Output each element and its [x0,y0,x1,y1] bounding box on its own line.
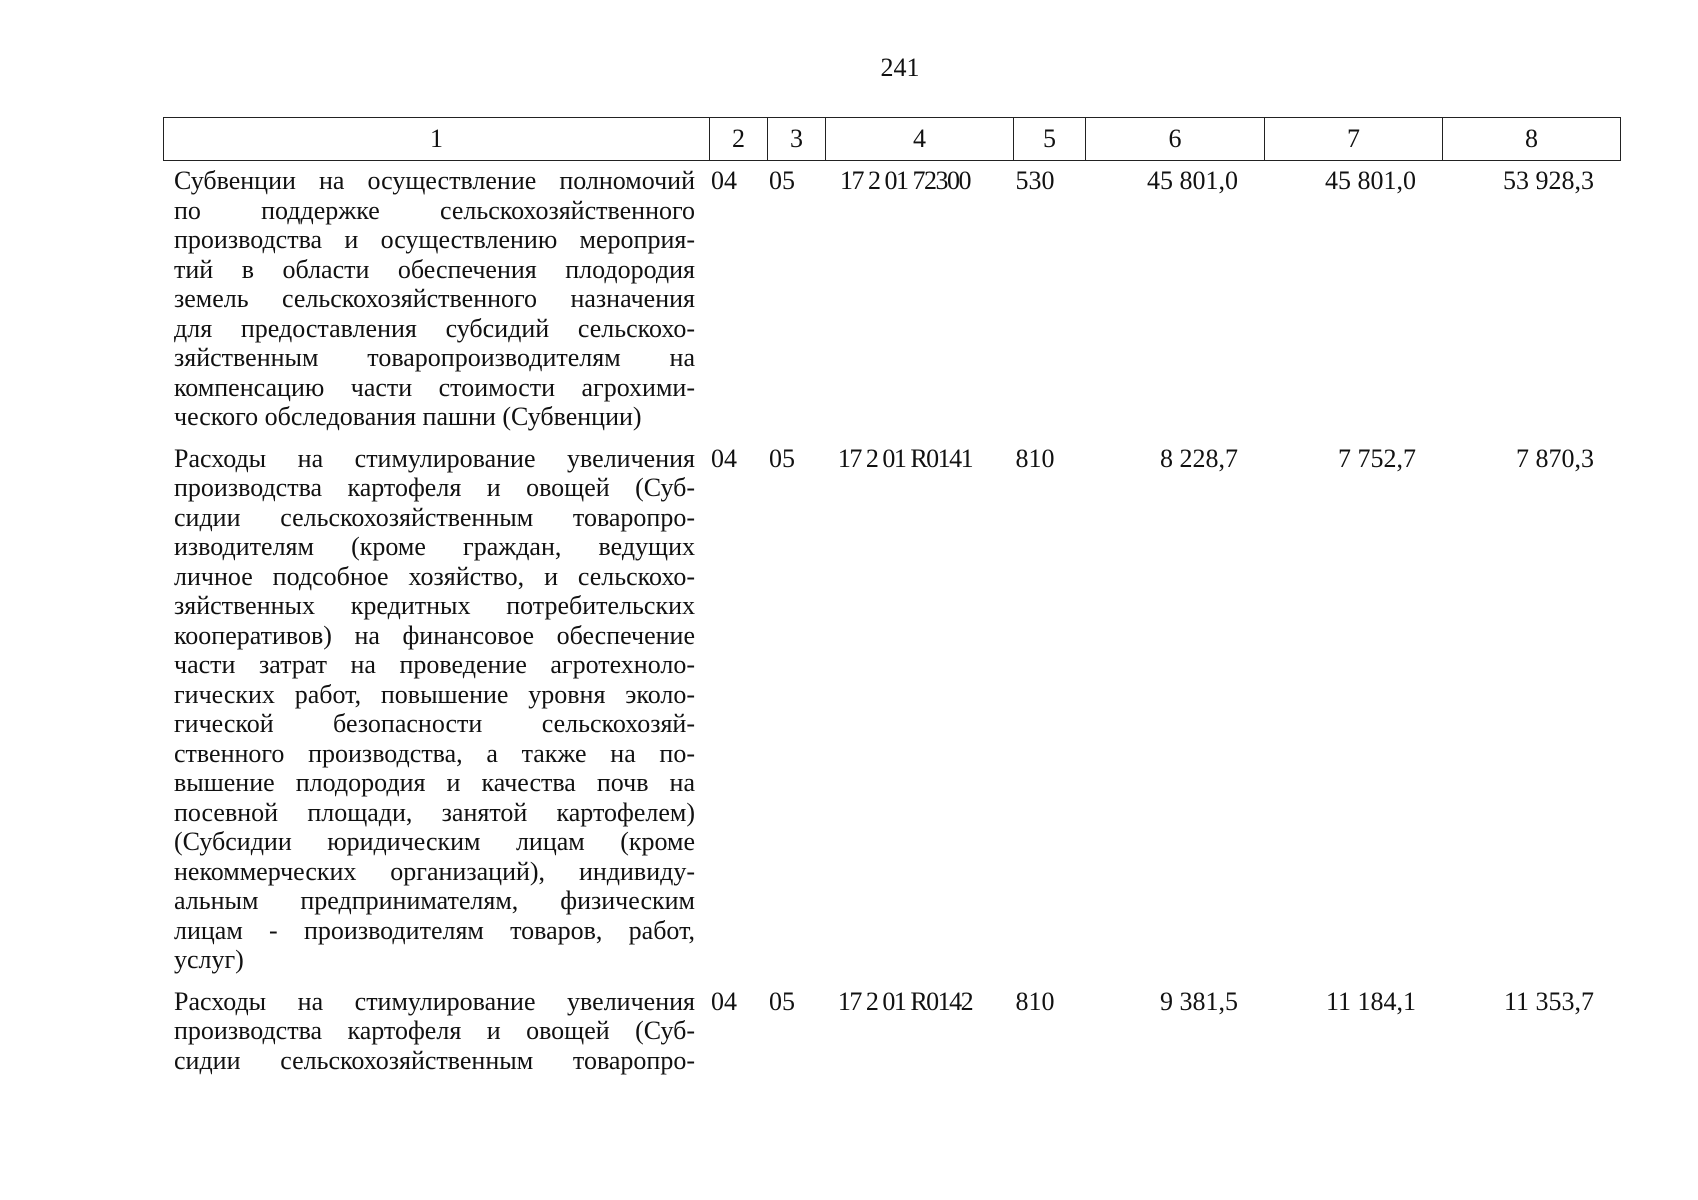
description-line: сидии сельскохозяйственным товаропро- [174,502,695,532]
column-header-table [163,117,1621,161]
section-code: 04 [711,986,737,1016]
column-header-6: 6 [1086,118,1265,161]
description-line: сидии сельскохозяйственным товаропро- [174,1045,695,1075]
expense-type-code: 810 [1015,443,1055,473]
expense-type-code: 530 [1015,166,1055,195]
description-line: (Субсидии юридическим лицам (кроме [174,827,695,856]
description-line: по поддержке сельскохозяйственного [174,195,695,225]
target-article-code: 17 2 01 72300 [840,166,970,195]
expense-type-code: 810 [1015,986,1055,1016]
description-line: Субвенции на осуществление полномочий [174,166,695,195]
column-header-4: 4 [826,118,1014,161]
description-line: тий в области обеспечения плодородия [174,254,695,284]
description-line: гических работ, повышение уровня эколо- [174,679,695,709]
amount-col-6: 9 381,5 [1160,986,1238,1016]
page-number: 241 [880,53,920,82]
description-line: услуг) [174,945,244,974]
column-header-8: 8 [1443,118,1621,161]
description-line: посевной площади, занятой картофелем) [174,797,695,827]
row-description [163,166,695,432]
description-line: производства картофеля и овощей (Суб- [174,473,695,502]
description-line: кооперативов) на финансовое обеспечение [174,620,695,650]
amount-col-8: 53 928,3 [1503,166,1594,195]
description-line: компенсацию части стоимости агрохими- [174,372,695,402]
table-row [163,166,1616,432]
table-row [163,987,1616,1076]
amount-col-6: 45 801,0 [1147,166,1238,195]
target-article-code: 17 2 01 R0142 [837,986,973,1016]
column-header-3: 3 [768,118,826,161]
description-line: Расходы на стимулирование увеличения [174,986,695,1016]
description-line: Расходы на стимулирование увеличения [174,443,695,473]
description-line: альным предпринимателям, физическим [174,886,695,915]
amount-col-7: 7 752,7 [1338,443,1416,473]
table-row [163,444,1616,975]
description-line: производства картофеля и овощей (Суб- [174,1016,695,1045]
section-code: 04 [711,443,737,473]
amount-col-8: 11 353,7 [1503,986,1594,1016]
description-line: изводителям (кроме граждан, ведущих [174,532,695,561]
description-line: гической безопасности сельскохозяй- [174,709,695,738]
row-description [163,987,695,1076]
description-line: вышение плодородия и качества почв на [174,768,695,797]
subsection-code: 05 [769,986,795,1016]
description-line: для предоставления субсидий сельскохо- [174,313,695,343]
amount-col-8: 7 870,3 [1516,443,1594,473]
description-line: зяйственных кредитных потребительских [174,591,695,620]
subsection-code: 05 [769,443,795,473]
description-line: зяйственным товаропроизводителям на [174,343,695,372]
row-description [163,444,695,975]
description-line: ственного производства, а также на по- [174,738,695,768]
description-line: личное подсобное хозяйство, и сельскохо- [174,561,695,591]
column-header-2: 2 [710,118,768,161]
description-line: производства и осуществлению мероприя- [174,225,695,254]
description-line: лицам - производителям товаров, работ, [174,915,695,945]
amount-col-7: 11 184,1 [1325,986,1416,1016]
description-line: части затрат на проведение агротехноло- [174,650,695,679]
column-header-5: 5 [1014,118,1086,161]
description-line: ческого обследования пашни (Субвенции) [174,402,642,431]
column-header-7: 7 [1265,118,1443,161]
column-header-1: 1 [164,118,710,161]
amount-col-7: 45 801,0 [1325,166,1416,195]
description-line: земель сельскохозяйственного назначения [174,284,695,313]
amount-col-6: 8 228,7 [1160,443,1238,473]
subsection-code: 05 [769,166,795,195]
target-article-code: 17 2 01 R0141 [837,443,973,473]
budget-table-body [163,166,1616,1087]
section-code: 04 [711,166,737,195]
description-line: некоммерческих организаций), индивиду- [174,856,695,886]
column-header-row [164,118,1621,161]
